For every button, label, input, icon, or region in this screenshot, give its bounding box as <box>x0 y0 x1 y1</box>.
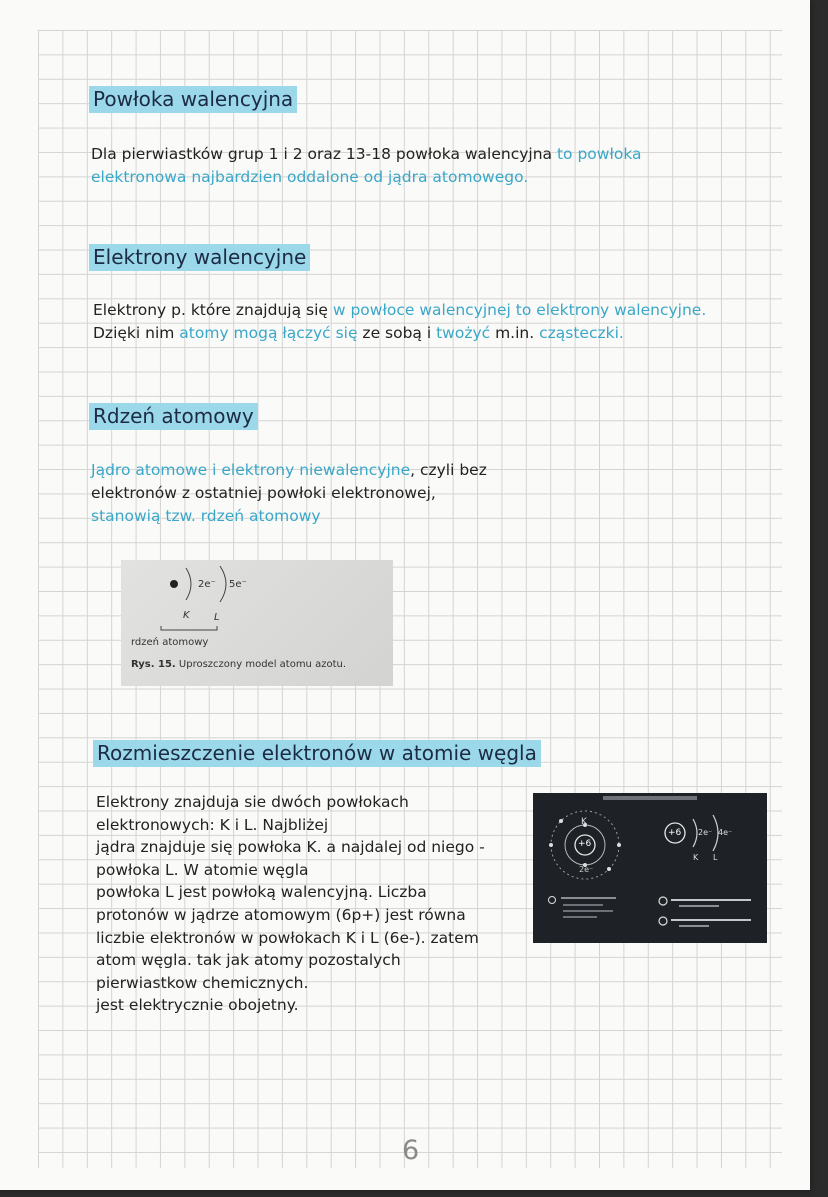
paragraph-line: powłoka L. W atomie węgla <box>96 860 309 879</box>
paragraph-line <box>93 299 706 322</box>
paragraph-line: jest elektrycznie obojetny. <box>96 996 299 1015</box>
page-number: 6 <box>402 1135 420 1166</box>
nucleus-charge: +6 <box>578 839 592 849</box>
text-run: ze sobą i <box>357 324 432 342</box>
paragraph-line: pierwiastkow chemicznych. <box>96 973 309 992</box>
paragraph-atomic-core <box>91 459 487 528</box>
paragraph-line: elektronowych: K i L. Najbliżej <box>96 815 329 834</box>
shell-k-electrons: 2e⁻ <box>198 579 216 590</box>
text-run: Dzięki nim <box>93 324 175 342</box>
highlight-text: Jądro atomowe i elektrony niewalencyjne <box>91 461 411 479</box>
caption-text: Uproszczony model atomu azotu. <box>175 659 347 670</box>
paragraph-line: elektronów z ostatniej powłoki elektronowej, <box>91 484 436 502</box>
highlight-text: cząsteczki. <box>534 324 624 342</box>
carbon-atom-figure <box>533 793 767 943</box>
highlight-text: to powłoka <box>552 145 642 163</box>
highlight-text: twożyć <box>431 324 491 342</box>
paragraph-line: protonów w jądrze atomowym (6p+) jest równa <box>96 905 466 924</box>
paragraph-line: atom węgla. tak jak atomy pozostalych <box>96 951 401 970</box>
paragraph-line <box>91 459 487 482</box>
highlight-text: elektronowa najbardzien oddalone od jądra atomowego. <box>91 168 529 186</box>
shell-l-label-simplified: L <box>713 853 718 862</box>
shell-k-count-simplified: 2e⁻ <box>698 828 713 837</box>
shell-k-label: K <box>581 817 587 827</box>
shell-l-count-simplified: 4e⁻ <box>718 828 733 837</box>
nitrogen-atom-figure <box>121 560 393 686</box>
shell-k-label: K <box>183 610 190 621</box>
shell-k-count: 2e⁻ <box>579 865 594 874</box>
heading-carbon-electrons: Rozmieszczenie elektronów w atomie węgla <box>93 740 541 767</box>
paragraph-carbon-electrons <box>96 791 485 1017</box>
paragraph-line: Elektrony znajduja sie dwóch powłokach <box>96 793 409 811</box>
shell-l-electrons: 5e⁻ <box>229 579 247 590</box>
heading-valence-electrons: Elektrony walencyjne <box>89 244 310 271</box>
highlight-text: stanowią tzw. rdzeń atomowy <box>91 507 321 525</box>
shell-k-label-simplified: K <box>693 853 699 862</box>
text-run: Dla pierwiastków grup 1 i 2 oraz 13-18 powłoka walencyjna <box>91 145 553 163</box>
paragraph-line <box>93 322 706 345</box>
right-margin <box>782 0 810 1190</box>
paragraph-line: powłoka L jest powłoką walencyjną. Liczba <box>96 883 427 902</box>
heading-atomic-core: Rdzeń atomowy <box>89 403 258 430</box>
highlight-text: w powłoce walencyjnej to elektrony walencyjne. <box>327 301 707 319</box>
bottom-margin <box>0 1168 810 1190</box>
paragraph-line: liczbie elektronów w powłokach K i L (6e-). zatem <box>96 928 479 947</box>
paragraph-line <box>91 143 642 166</box>
highlight-text: atomy mogą łączyć się <box>174 324 358 342</box>
text-run: m.in. <box>490 324 535 342</box>
nucleus-charge-simplified: +6 <box>668 828 682 838</box>
text-run: , czyli bez <box>410 461 487 479</box>
paragraph-line: jądra znajduje się powłoka K. a najdalej od niego - <box>96 838 485 857</box>
left-margin <box>0 0 38 1190</box>
heading-valence-shell: Powłoka walencyjna <box>89 86 297 113</box>
figure-caption <box>131 659 346 670</box>
core-label: rdzeń atomowy <box>131 637 209 648</box>
paragraph-valence-electrons <box>93 299 706 345</box>
shell-l-label: L <box>214 612 220 623</box>
paragraph-valence-shell <box>91 143 642 189</box>
carbon-atom-diagram <box>533 793 767 943</box>
caption-number: Rys. 15. <box>131 659 176 670</box>
text-run: Elektrony p. które znajdują się <box>93 301 328 319</box>
top-margin <box>0 0 810 30</box>
